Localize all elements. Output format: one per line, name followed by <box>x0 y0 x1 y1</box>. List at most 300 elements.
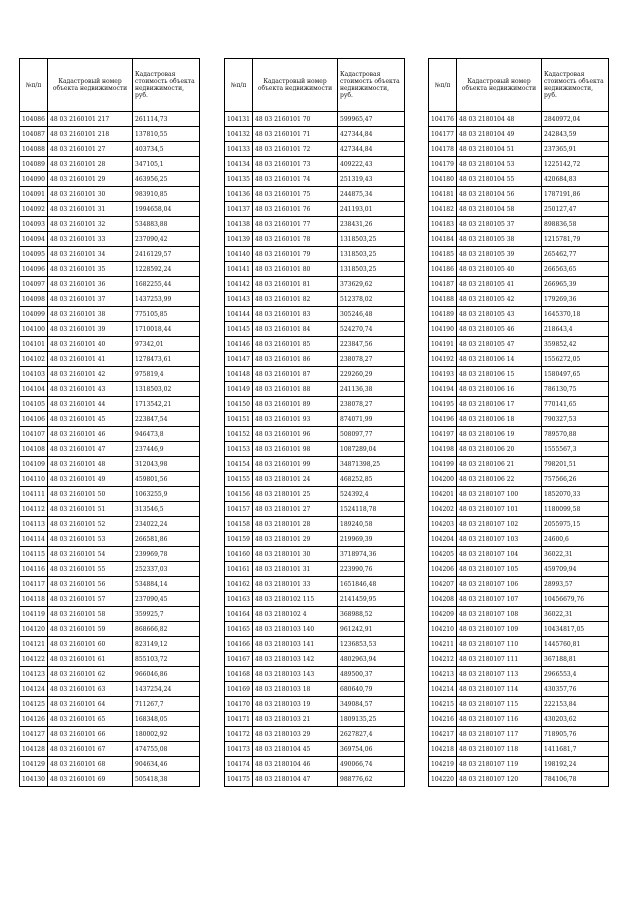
cadastral-number: 48 03 2160101 79 <box>253 247 338 262</box>
cadastral-cost: 409222,43 <box>338 157 405 172</box>
cadastral-cost: 524270,74 <box>338 322 405 337</box>
cadastral-number: 48 03 2160101 30 <box>48 187 133 202</box>
row-number: 104181 <box>429 187 457 202</box>
cadastral-cost: 359852,42 <box>542 337 609 352</box>
cadastral-cost: 1682255,44 <box>133 277 200 292</box>
cadastral-cost: 266965,39 <box>542 277 609 292</box>
cadastral-number: 48 03 2160101 77 <box>253 217 338 232</box>
row-number: 104196 <box>429 412 457 427</box>
cadastral-number: 48 03 2160101 81 <box>253 277 338 292</box>
table-row <box>20 757 200 772</box>
table-header-row <box>225 59 405 112</box>
row-number: 104154 <box>225 457 253 472</box>
table-row <box>225 442 405 457</box>
cadastral-cost: 898836,58 <box>542 217 609 232</box>
row-number: 104112 <box>20 502 48 517</box>
table-row <box>225 307 405 322</box>
cadastral-number: 48 03 2160101 67 <box>48 742 133 757</box>
cadastral-number: 48 03 2160101 46 <box>48 427 133 442</box>
table-row <box>429 562 609 577</box>
cadastral-number: 48 03 2180105 46 <box>457 322 542 337</box>
cadastral-number: 48 03 2180106 18 <box>457 412 542 427</box>
cadastral-cost: 1228592,24 <box>133 262 200 277</box>
cadastral-cost: 1645370,18 <box>542 307 609 322</box>
table-header-row <box>429 59 609 112</box>
row-number: 104187 <box>429 277 457 292</box>
row-number: 104123 <box>20 667 48 682</box>
cadastral-number: 48 03 2160101 85 <box>253 337 338 352</box>
cadastral-number: 48 03 2160101 78 <box>253 232 338 247</box>
cadastral-number: 48 03 2160101 217 <box>48 112 133 127</box>
cadastral-number: 48 03 2180107 110 <box>457 637 542 652</box>
table-row <box>20 232 200 247</box>
cadastral-cost: 680640,79 <box>338 682 405 697</box>
table-row <box>20 487 200 502</box>
table-row <box>429 202 609 217</box>
cadastral-number: 48 03 2180102 4 <box>253 607 338 622</box>
cadastral-number: 48 03 2180105 39 <box>457 247 542 262</box>
cadastral-number: 48 03 2180103 141 <box>253 637 338 652</box>
cadastral-cost: 2966553,4 <box>542 667 609 682</box>
table-row <box>429 547 609 562</box>
cadastral-cost: 855103,72 <box>133 652 200 667</box>
row-number: 104113 <box>20 517 48 532</box>
row-number: 104213 <box>429 667 457 682</box>
cadastral-number: 48 03 2180106 14 <box>457 352 542 367</box>
row-number: 104180 <box>429 172 457 187</box>
cadastral-number: 48 03 2180103 29 <box>253 727 338 742</box>
cadastral-cost: 367188,81 <box>542 652 609 667</box>
cadastral-number: 48 03 2180105 38 <box>457 232 542 247</box>
cadastral-cost: 2141459,95 <box>338 592 405 607</box>
table-row <box>225 562 405 577</box>
table-row <box>20 307 200 322</box>
cadastral-number: 48 03 2160101 29 <box>48 172 133 187</box>
table-row <box>429 322 609 337</box>
cadastral-number: 48 03 2160101 76 <box>253 202 338 217</box>
row-number: 104211 <box>429 637 457 652</box>
cadastral-cost: 223847,56 <box>338 337 405 352</box>
table-row <box>225 337 405 352</box>
row-number: 104184 <box>429 232 457 247</box>
table-row <box>225 217 405 232</box>
row-number: 104119 <box>20 607 48 622</box>
table-row <box>20 622 200 637</box>
cadastral-number: 48 03 2180107 103 <box>457 532 542 547</box>
row-number: 104132 <box>225 127 253 142</box>
cadastral-number: 48 03 2160101 73 <box>253 157 338 172</box>
cadastral-number: 48 03 2160101 41 <box>48 352 133 367</box>
table-row <box>225 652 405 667</box>
cadastral-cost: 238078,27 <box>338 397 405 412</box>
cadastral-number: 48 03 2180101 33 <box>253 577 338 592</box>
row-number: 104145 <box>225 322 253 337</box>
row-number: 104220 <box>429 772 457 787</box>
row-number: 104108 <box>20 442 48 457</box>
table-row <box>225 637 405 652</box>
cadastral-number: 48 03 2180101 24 <box>253 472 338 487</box>
cadastral-number: 48 03 2180107 108 <box>457 607 542 622</box>
row-number: 104200 <box>429 472 457 487</box>
cadastral-cost: 1445760,81 <box>542 637 609 652</box>
cadastral-number: 48 03 2180103 21 <box>253 712 338 727</box>
table-row <box>225 727 405 742</box>
cadastral-cost: 219969,39 <box>338 532 405 547</box>
table-row <box>429 172 609 187</box>
table-row <box>429 757 609 772</box>
row-number: 104172 <box>225 727 253 742</box>
row-number: 104182 <box>429 202 457 217</box>
table-row <box>20 517 200 532</box>
row-number: 104192 <box>429 352 457 367</box>
row-number: 104185 <box>429 247 457 262</box>
row-number: 104143 <box>225 292 253 307</box>
cadastral-cost: 234022,24 <box>133 517 200 532</box>
cadastral-number: 48 03 2180107 104 <box>457 547 542 562</box>
cadastral-number: 48 03 2180104 47 <box>253 772 338 787</box>
row-number: 104188 <box>429 292 457 307</box>
table-row <box>20 337 200 352</box>
cadastral-number: 48 03 2180105 40 <box>457 262 542 277</box>
cadastral-cost: 459709,94 <box>542 562 609 577</box>
row-number: 104214 <box>429 682 457 697</box>
cadastral-number: 48 03 2160101 52 <box>48 517 133 532</box>
table-row <box>20 262 200 277</box>
row-number: 104120 <box>20 622 48 637</box>
cadastral-cost: 599965,47 <box>338 112 405 127</box>
table-row <box>225 277 405 292</box>
row-number: 104124 <box>20 682 48 697</box>
cadastral-cost: 1713542,21 <box>133 397 200 412</box>
table-row <box>225 247 405 262</box>
cadastral-number: 48 03 2180107 113 <box>457 667 542 682</box>
row-number: 104173 <box>225 742 253 757</box>
row-number: 104155 <box>225 472 253 487</box>
row-number: 104198 <box>429 442 457 457</box>
cadastral-cost: 34871398,25 <box>338 457 405 472</box>
table-row <box>225 232 405 247</box>
cadastral-cost: 784106,78 <box>542 772 609 787</box>
table-row <box>20 127 200 142</box>
cadastral-number: 48 03 2160101 53 <box>48 532 133 547</box>
cadastral-cost: 1555567,3 <box>542 442 609 457</box>
row-number: 104212 <box>429 652 457 667</box>
cadastral-number: 48 03 2160101 35 <box>48 262 133 277</box>
row-number: 104202 <box>429 502 457 517</box>
cadastral-cost: 534883,88 <box>133 217 200 232</box>
row-number: 104191 <box>429 337 457 352</box>
table-row <box>429 187 609 202</box>
table-row <box>225 607 405 622</box>
row-number: 104183 <box>429 217 457 232</box>
cadastral-cost: 229260,29 <box>338 367 405 382</box>
cadastral-number: 48 03 2160101 66 <box>48 727 133 742</box>
cadastral-cost: 10456679,76 <box>542 592 609 607</box>
cadastral-cost: 711267,7 <box>133 697 200 712</box>
cadastral-number: 48 03 2180106 21 <box>457 457 542 472</box>
cadastral-cost: 512378,02 <box>338 292 405 307</box>
table-row <box>225 427 405 442</box>
table-row <box>429 307 609 322</box>
row-number: 104125 <box>20 697 48 712</box>
row-number: 104127 <box>20 727 48 742</box>
cadastral-cost: 1225142,72 <box>542 157 609 172</box>
cadastral-number: 48 03 2160101 51 <box>48 502 133 517</box>
header-cadastral-number: Кадастровый номер объекта недвижимости <box>48 59 133 112</box>
cadastral-number: 48 03 2160101 63 <box>48 682 133 697</box>
cadastral-number: 48 03 2180106 22 <box>457 472 542 487</box>
table-row <box>20 472 200 487</box>
table-row <box>20 607 200 622</box>
table-row <box>429 412 609 427</box>
table-row <box>429 517 609 532</box>
cadastral-number: 48 03 2160101 55 <box>48 562 133 577</box>
row-number: 104139 <box>225 232 253 247</box>
cadastral-cost: 823149,12 <box>133 637 200 652</box>
table-row <box>225 127 405 142</box>
cadastral-cost: 36022,31 <box>542 547 609 562</box>
row-number: 104135 <box>225 172 253 187</box>
row-number: 104179 <box>429 157 457 172</box>
cadastral-number: 48 03 2180105 42 <box>457 292 542 307</box>
row-number: 104115 <box>20 547 48 562</box>
table-row <box>20 637 200 652</box>
cadastral-number: 48 03 2180101 25 <box>253 487 338 502</box>
table-row <box>225 757 405 772</box>
cadastral-cost: 137810,55 <box>133 127 200 142</box>
cadastral-number: 48 03 2160101 43 <box>48 382 133 397</box>
cadastral-number: 48 03 2180103 142 <box>253 652 338 667</box>
row-number: 104216 <box>429 712 457 727</box>
cadastral-cost: 1236853,53 <box>338 637 405 652</box>
cadastral-cost: 505418,38 <box>133 772 200 787</box>
cadastral-cost: 223847,54 <box>133 412 200 427</box>
table-row <box>429 217 609 232</box>
row-number: 104109 <box>20 457 48 472</box>
cadastral-number: 48 03 2160101 32 <box>48 217 133 232</box>
row-number: 104159 <box>225 532 253 547</box>
table-row <box>225 682 405 697</box>
row-number: 104144 <box>225 307 253 322</box>
cadastral-number: 48 03 2180104 53 <box>457 157 542 172</box>
cadastral-cost: 2840972,04 <box>542 112 609 127</box>
row-number: 104100 <box>20 322 48 337</box>
row-number: 104128 <box>20 742 48 757</box>
row-number: 104162 <box>225 577 253 592</box>
row-number: 104164 <box>225 607 253 622</box>
row-number: 104129 <box>20 757 48 772</box>
cadastral-cost: 1809135,25 <box>338 712 405 727</box>
row-number: 104146 <box>225 337 253 352</box>
row-number: 104156 <box>225 487 253 502</box>
cadastral-number: 48 03 2160101 33 <box>48 232 133 247</box>
cadastral-cost: 36022,31 <box>542 607 609 622</box>
cadastral-cost: 459801,56 <box>133 472 200 487</box>
cadastral-number: 48 03 2160101 93 <box>253 412 338 427</box>
cadastral-number: 48 03 2180107 119 <box>457 757 542 772</box>
cadastral-cost: 261114,73 <box>133 112 200 127</box>
cadastral-number: 48 03 2180104 48 <box>457 112 542 127</box>
row-number: 104093 <box>20 217 48 232</box>
table-row <box>20 712 200 727</box>
cadastral-cost: 1318503,25 <box>338 232 405 247</box>
cadastral-cost: 237446,9 <box>133 442 200 457</box>
table-row <box>429 667 609 682</box>
cadastral-number: 48 03 2160101 40 <box>48 337 133 352</box>
row-number: 104138 <box>225 217 253 232</box>
table-row <box>225 547 405 562</box>
row-number: 104103 <box>20 367 48 382</box>
cadastral-cost: 1180099,58 <box>542 502 609 517</box>
row-number: 104168 <box>225 667 253 682</box>
cadastral-number: 48 03 2160101 49 <box>48 472 133 487</box>
cadastral-cost: 368988,52 <box>338 607 405 622</box>
cadastral-cost: 168348,05 <box>133 712 200 727</box>
cadastral-cost: 1318503,02 <box>133 382 200 397</box>
table-row <box>20 412 200 427</box>
table-row <box>20 112 200 127</box>
cadastral-number: 48 03 2160101 39 <box>48 322 133 337</box>
table-row <box>429 367 609 382</box>
cadastral-cost: 251319,43 <box>338 172 405 187</box>
cadastral-cost: 988776,62 <box>338 772 405 787</box>
table-row <box>429 607 609 622</box>
row-number: 104205 <box>429 547 457 562</box>
header-number: №п/п <box>429 59 457 112</box>
row-number: 104148 <box>225 367 253 382</box>
cadastral-number: 48 03 2180107 115 <box>457 697 542 712</box>
row-number: 104158 <box>225 517 253 532</box>
row-number: 104174 <box>225 757 253 772</box>
table-row <box>225 157 405 172</box>
cadastral-number: 48 03 2160101 57 <box>48 592 133 607</box>
cadastral-number: 48 03 2160101 58 <box>48 607 133 622</box>
row-number: 104101 <box>20 337 48 352</box>
cadastral-cost: 489500,37 <box>338 667 405 682</box>
cadastral-number: 48 03 2160101 99 <box>253 457 338 472</box>
table-row <box>225 292 405 307</box>
cadastral-cost: 189240,58 <box>338 517 405 532</box>
cadastral-number: 48 03 2160101 48 <box>48 457 133 472</box>
table-row <box>429 232 609 247</box>
cadastral-cost: 983910,85 <box>133 187 200 202</box>
row-number: 104193 <box>429 367 457 382</box>
cadastral-cost: 369754,06 <box>338 742 405 757</box>
row-number: 104166 <box>225 637 253 652</box>
row-number: 104160 <box>225 547 253 562</box>
cadastral-number: 48 03 2160101 38 <box>48 307 133 322</box>
table-row <box>225 697 405 712</box>
table-row <box>20 547 200 562</box>
row-number: 104121 <box>20 637 48 652</box>
table-row <box>225 742 405 757</box>
cadastral-number: 48 03 2160101 80 <box>253 262 338 277</box>
row-number: 104150 <box>225 397 253 412</box>
cadastral-table-3 <box>428 58 609 787</box>
cadastral-cost: 403734,5 <box>133 142 200 157</box>
cadastral-number: 48 03 2160101 74 <box>253 172 338 187</box>
cadastral-number: 48 03 2160101 47 <box>48 442 133 457</box>
cadastral-cost: 868666,82 <box>133 622 200 637</box>
table-row <box>225 112 405 127</box>
cadastral-number: 48 03 2180107 107 <box>457 592 542 607</box>
table-row <box>429 127 609 142</box>
cadastral-number: 48 03 2180107 118 <box>457 742 542 757</box>
cadastral-cost: 266581,86 <box>133 532 200 547</box>
row-number: 104096 <box>20 262 48 277</box>
cadastral-number: 48 03 2180102 115 <box>253 592 338 607</box>
header-cadastral-cost: Кадастровая стоимость объекта недвижимости, руб. <box>133 59 200 112</box>
cadastral-cost: 24600,6 <box>542 532 609 547</box>
cadastral-cost: 430203,62 <box>542 712 609 727</box>
table-row <box>429 457 609 472</box>
cadastral-number: 48 03 2160101 98 <box>253 442 338 457</box>
cadastral-number: 48 03 2160101 71 <box>253 127 338 142</box>
cadastral-cost: 198192,24 <box>542 757 609 772</box>
row-number: 104114 <box>20 532 48 547</box>
table-row <box>429 532 609 547</box>
cadastral-cost: 508097,77 <box>338 427 405 442</box>
cadastral-cost: 1318503,25 <box>338 262 405 277</box>
table-row <box>225 382 405 397</box>
cadastral-cost: 1710018,44 <box>133 322 200 337</box>
cadastral-number: 48 03 2160101 218 <box>48 127 133 142</box>
table-row <box>429 742 609 757</box>
row-number: 104122 <box>20 652 48 667</box>
cadastral-number: 48 03 2160101 62 <box>48 667 133 682</box>
cadastral-table-2 <box>224 58 405 787</box>
cadastral-cost: 874071,99 <box>338 412 405 427</box>
table-row <box>225 532 405 547</box>
table-row <box>20 202 200 217</box>
table-row <box>225 172 405 187</box>
cadastral-cost: 468252,85 <box>338 472 405 487</box>
table-header-row <box>20 59 200 112</box>
cadastral-number: 48 03 2160101 34 <box>48 247 133 262</box>
cadastral-number: 48 03 2180103 19 <box>253 697 338 712</box>
row-number: 104137 <box>225 202 253 217</box>
row-number: 104141 <box>225 262 253 277</box>
cadastral-cost: 1437254,24 <box>133 682 200 697</box>
cadastral-cost: 241193,01 <box>338 202 405 217</box>
cadastral-number: 48 03 2160101 42 <box>48 367 133 382</box>
row-number: 104133 <box>225 142 253 157</box>
row-number: 104151 <box>225 412 253 427</box>
table-row <box>225 517 405 532</box>
row-number: 104105 <box>20 397 48 412</box>
table-row <box>225 592 405 607</box>
table-row <box>429 682 609 697</box>
cadastral-number: 48 03 2160101 68 <box>48 757 133 772</box>
header-cadastral-cost: Кадастровая стоимость объекта недвижимости, руб. <box>338 59 405 112</box>
table-row <box>20 457 200 472</box>
cadastral-cost: 1278473,61 <box>133 352 200 367</box>
row-number: 104194 <box>429 382 457 397</box>
table-row <box>20 592 200 607</box>
cadastral-cost: 1580497,65 <box>542 367 609 382</box>
cadastral-table-1 <box>19 58 200 787</box>
row-number: 104094 <box>20 232 48 247</box>
cadastral-number: 48 03 2160101 72 <box>253 142 338 157</box>
cadastral-cost: 770141,65 <box>542 397 609 412</box>
cadastral-number: 48 03 2160101 45 <box>48 412 133 427</box>
row-number: 104089 <box>20 157 48 172</box>
cadastral-cost: 244875,34 <box>338 187 405 202</box>
row-number: 104149 <box>225 382 253 397</box>
cadastral-number: 48 03 2160101 61 <box>48 652 133 667</box>
cadastral-cost: 786130,75 <box>542 382 609 397</box>
table-row <box>225 622 405 637</box>
